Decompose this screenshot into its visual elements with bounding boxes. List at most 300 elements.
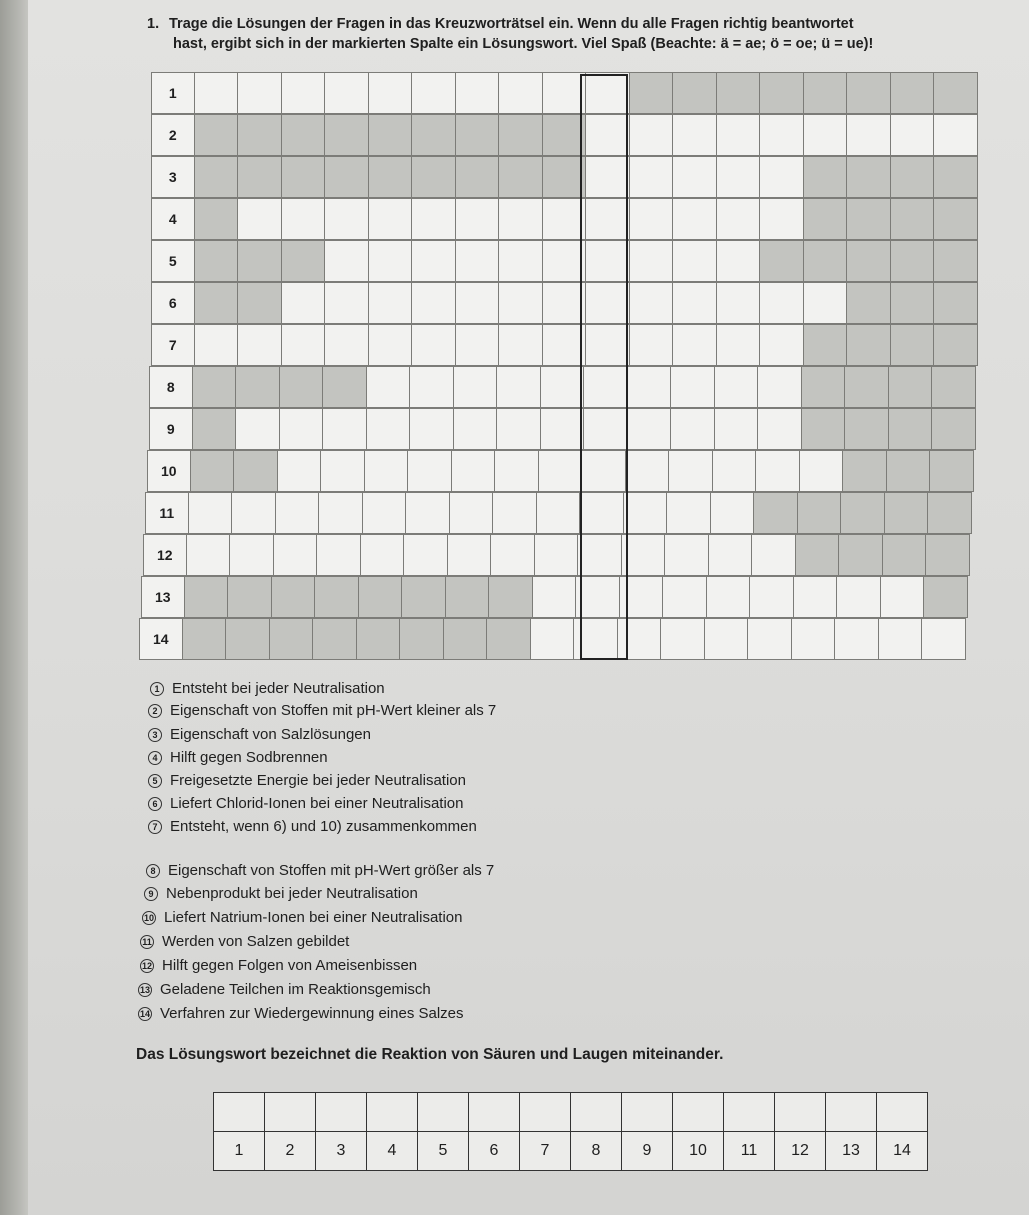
answer-cell[interactable] [455, 282, 500, 324]
answer-cell[interactable] [716, 156, 761, 198]
solution-letter-box[interactable] [520, 1093, 571, 1132]
row-number-label: 8 [149, 366, 193, 408]
answer-cell[interactable] [672, 240, 717, 282]
row-number-label: 7 [151, 324, 195, 366]
answer-cell[interactable] [716, 114, 761, 156]
answer-cell[interactable] [532, 576, 577, 618]
answer-cell[interactable] [411, 72, 456, 114]
blocked-cell [281, 240, 326, 282]
answer-cell[interactable] [237, 72, 282, 114]
answer-cell[interactable] [494, 450, 539, 492]
blocked-cell [846, 324, 891, 366]
answer-cell[interactable] [188, 492, 233, 534]
answer-cell[interactable] [324, 324, 369, 366]
answer-cell[interactable] [921, 618, 966, 660]
answer-cell[interactable] [275, 492, 320, 534]
answer-cell[interactable] [281, 324, 326, 366]
answer-cell[interactable] [716, 198, 761, 240]
answer-cell[interactable] [498, 282, 543, 324]
answer-cell[interactable] [585, 324, 630, 366]
answer-cell[interactable] [623, 492, 668, 534]
answer-cell[interactable] [708, 534, 753, 576]
blocked-cell [890, 72, 935, 114]
answer-cell[interactable] [273, 534, 318, 576]
answer-cell[interactable] [706, 576, 751, 618]
answer-cell[interactable] [585, 72, 630, 114]
answer-cell[interactable] [229, 534, 274, 576]
answer-cell[interactable] [324, 72, 369, 114]
clue-number-badge: 4 [148, 751, 162, 765]
clue-text: Liefert Chlorid-Ionen bei einer Neutralisation [170, 795, 464, 812]
blocked-cell [445, 576, 490, 618]
answer-cell[interactable] [540, 366, 585, 408]
blocked-cell [237, 282, 282, 324]
answer-cell[interactable] [368, 282, 413, 324]
answer-cell[interactable] [791, 618, 836, 660]
answer-cell[interactable] [281, 282, 326, 324]
answer-cell[interactable] [759, 282, 804, 324]
answer-cell[interactable] [834, 618, 879, 660]
answer-cell[interactable] [878, 618, 923, 660]
solution-letter-box[interactable] [469, 1093, 520, 1132]
answer-cell[interactable] [583, 408, 628, 450]
answer-cell[interactable] [629, 198, 674, 240]
blocked-cell [890, 240, 935, 282]
answer-cell[interactable] [629, 324, 674, 366]
answer-cell[interactable] [530, 618, 575, 660]
solution-position-number: 11 [724, 1132, 775, 1171]
answer-cell[interactable] [534, 534, 579, 576]
clue-number-badge: 10 [143, 912, 154, 923]
solution-word-table [213, 1092, 928, 1171]
answer-cell[interactable] [575, 576, 620, 618]
answer-cell[interactable] [710, 492, 755, 534]
blocked-cell [358, 576, 403, 618]
answer-cell[interactable] [322, 408, 367, 450]
answer-cell[interactable] [368, 72, 413, 114]
answer-cell[interactable] [660, 618, 705, 660]
clue-number-badge: 12 [141, 960, 152, 971]
answer-cell[interactable] [585, 114, 630, 156]
answer-cell[interactable] [536, 492, 581, 534]
row-number-label: 10 [147, 450, 191, 492]
answer-cell[interactable] [449, 492, 494, 534]
answer-cell[interactable] [704, 618, 749, 660]
answer-cell[interactable] [405, 492, 450, 534]
solution-position-number: 4 [367, 1132, 418, 1171]
solution-letter-box[interactable] [265, 1093, 316, 1132]
answer-cell[interactable] [629, 114, 674, 156]
answer-cell[interactable] [755, 450, 800, 492]
answer-cell[interactable] [573, 618, 618, 660]
row-number-label: 6 [151, 282, 195, 324]
answer-cell[interactable] [277, 450, 322, 492]
answer-cell[interactable] [933, 114, 978, 156]
solution-position-number: 3 [316, 1132, 367, 1171]
blocked-cell [886, 450, 931, 492]
answer-cell[interactable] [716, 240, 761, 282]
clue-number-badge: 6 [148, 797, 162, 811]
clue-item [140, 957, 417, 974]
answer-cell[interactable] [542, 198, 587, 240]
answer-cell[interactable] [716, 324, 761, 366]
solution-letter-box[interactable] [877, 1093, 928, 1132]
row-number-label: 5 [151, 240, 195, 282]
answer-cell[interactable] [542, 72, 587, 114]
blocked-cell [443, 618, 488, 660]
blocked-cell [542, 114, 587, 156]
blocked-cell [629, 72, 674, 114]
answer-cell[interactable] [279, 408, 324, 450]
answer-cell[interactable] [757, 408, 802, 450]
blocked-cell [933, 282, 978, 324]
answer-cell[interactable] [751, 534, 796, 576]
answer-cell[interactable] [496, 366, 541, 408]
answer-cell[interactable] [803, 114, 848, 156]
blocked-cell [312, 618, 357, 660]
clue-item [148, 795, 464, 812]
instruction-line-1: Trage die Lösungen der Fragen in das Kreuzworträtsel ein. Wenn du alle Fragen richtig beantwortet [169, 16, 854, 32]
blocked-cell [184, 576, 229, 618]
blocked-cell [192, 408, 237, 450]
answer-cell[interactable] [324, 282, 369, 324]
answer-cell[interactable] [324, 198, 369, 240]
blocked-cell [846, 156, 891, 198]
blocked-cell [840, 492, 885, 534]
blocked-cell [182, 618, 227, 660]
answer-cell[interactable] [231, 492, 276, 534]
row-number-label: 11 [145, 492, 189, 534]
answer-cell[interactable] [324, 240, 369, 282]
blocked-cell [842, 450, 887, 492]
answer-cell[interactable] [453, 366, 498, 408]
answer-cell[interactable] [498, 72, 543, 114]
answer-cell[interactable] [716, 282, 761, 324]
answer-cell[interactable] [803, 282, 848, 324]
answer-cell[interactable] [672, 282, 717, 324]
blocked-cell [488, 576, 533, 618]
answer-cell[interactable] [629, 156, 674, 198]
row-number-label: 1 [151, 72, 195, 114]
answer-cell[interactable] [194, 72, 239, 114]
blocked-cell [753, 492, 798, 534]
clue-item [140, 933, 349, 950]
clue-item [148, 818, 477, 835]
blocked-cell [933, 198, 978, 240]
answer-cell[interactable] [799, 450, 844, 492]
answer-cell[interactable] [368, 240, 413, 282]
blocked-cell [194, 240, 239, 282]
solution-letter-box[interactable] [724, 1093, 775, 1132]
blocked-cell [797, 492, 842, 534]
answer-cell[interactable] [237, 198, 282, 240]
answer-cell[interactable] [668, 450, 713, 492]
answer-cell[interactable] [617, 618, 662, 660]
answer-cell[interactable] [670, 408, 715, 450]
blocked-cell [933, 156, 978, 198]
clue-text: Freigesetzte Energie bei jeder Neutralisation [170, 772, 466, 789]
answer-cell[interactable] [759, 198, 804, 240]
answer-cell[interactable] [194, 324, 239, 366]
blocked-cell [672, 72, 717, 114]
clue-text: Liefert Natrium-Ionen bei einer Neutralisation [164, 909, 463, 926]
answer-cell[interactable] [411, 198, 456, 240]
blocked-cell [269, 618, 314, 660]
answer-cell[interactable] [664, 534, 709, 576]
answer-cell[interactable] [496, 408, 541, 450]
answer-cell[interactable] [621, 534, 666, 576]
answer-cell[interactable] [627, 366, 672, 408]
row-number-label: 13 [141, 576, 185, 618]
blocked-cell [356, 618, 401, 660]
solution-position-number: 14 [877, 1132, 928, 1171]
answer-cell[interactable] [498, 198, 543, 240]
blocked-cell [846, 72, 891, 114]
answer-cell[interactable] [629, 240, 674, 282]
blocked-cell [401, 576, 446, 618]
answer-cell[interactable] [666, 492, 711, 534]
solution-position-number: 13 [826, 1132, 877, 1171]
answer-cell[interactable] [627, 408, 672, 450]
answer-cell[interactable] [411, 324, 456, 366]
answer-cell[interactable] [455, 240, 500, 282]
answer-cell[interactable] [625, 450, 670, 492]
row-number-label: 12 [143, 534, 187, 576]
answer-cell[interactable] [409, 366, 454, 408]
answer-cell[interactable] [714, 408, 759, 450]
solution-position-number: 1 [214, 1132, 265, 1171]
blocked-cell [890, 198, 935, 240]
clue-number-badge: 7 [148, 820, 162, 834]
clue-item [142, 909, 462, 926]
clue-item [148, 749, 328, 766]
answer-cell[interactable] [712, 450, 757, 492]
solution-position-number: 8 [571, 1132, 622, 1171]
answer-cell[interactable] [281, 72, 326, 114]
answer-cell[interactable] [498, 240, 543, 282]
clue-item [144, 885, 418, 902]
answer-cell[interactable] [237, 324, 282, 366]
clue-text: Entsteht bei jeder Neutralisation [172, 680, 385, 697]
clue-text: Werden von Salzen gebildet [162, 933, 350, 950]
answer-cell[interactable] [714, 366, 759, 408]
blocked-cell [923, 576, 968, 618]
clue-number-badge: 1 [150, 682, 164, 696]
clue-text: Eigenschaft von Stoffen mit pH-Wert größer als 7 [168, 862, 495, 879]
solution-letter-box[interactable] [214, 1093, 265, 1132]
answer-cell[interactable] [759, 324, 804, 366]
answer-cell[interactable] [585, 156, 630, 198]
answer-cell[interactable] [362, 492, 407, 534]
solution-letter-box[interactable] [571, 1093, 622, 1132]
blocked-cell [890, 156, 935, 198]
solution-letter-box[interactable] [367, 1093, 418, 1132]
blocked-cell [927, 492, 972, 534]
blocked-cell [399, 618, 444, 660]
blocked-cell [314, 576, 359, 618]
row-number-label: 3 [151, 156, 195, 198]
answer-cell[interactable] [318, 492, 363, 534]
blocked-cell [933, 240, 978, 282]
solution-letter-box[interactable] [622, 1093, 673, 1132]
answer-cell[interactable] [186, 534, 231, 576]
answer-cell[interactable] [577, 534, 622, 576]
answer-cell[interactable] [757, 366, 802, 408]
answer-cell[interactable] [403, 534, 448, 576]
answer-cell[interactable] [320, 450, 365, 492]
answer-cell[interactable] [453, 408, 498, 450]
answer-cell[interactable] [672, 324, 717, 366]
answer-cell[interactable] [490, 534, 535, 576]
blocked-cell [324, 156, 369, 198]
blocked-cell [716, 72, 761, 114]
answer-cell[interactable] [538, 450, 583, 492]
solution-letter-box[interactable] [826, 1093, 877, 1132]
clue-item [150, 680, 385, 697]
solution-letter-box[interactable] [316, 1093, 367, 1132]
answer-cell[interactable] [542, 324, 587, 366]
solution-description: Das Lösungswort bezeichnet die Reaktion von Säuren und Laugen miteinander. [136, 1046, 724, 1063]
answer-cell[interactable] [455, 324, 500, 366]
clue-text: Hilft gegen Folgen von Ameisenbissen [162, 957, 418, 974]
clue-item [148, 772, 466, 789]
blocked-cell [846, 198, 891, 240]
answer-cell[interactable] [662, 576, 707, 618]
clue-text: Nebenprodukt bei jeder Neutralisation [166, 885, 418, 902]
solution-letter-box[interactable] [418, 1093, 469, 1132]
answer-cell[interactable] [672, 156, 717, 198]
blocked-cell [498, 114, 543, 156]
blocked-cell [237, 156, 282, 198]
solution-position-number: 2 [265, 1132, 316, 1171]
answer-cell[interactable] [366, 408, 411, 450]
answer-cell[interactable] [316, 534, 361, 576]
clue-item [148, 726, 371, 743]
blocked-cell [801, 366, 846, 408]
blocked-cell [235, 366, 280, 408]
answer-cell[interactable] [672, 198, 717, 240]
answer-cell[interactable] [368, 324, 413, 366]
blocked-cell [411, 114, 456, 156]
answer-cell[interactable] [581, 450, 626, 492]
answer-cell[interactable] [540, 408, 585, 450]
answer-cell[interactable] [836, 576, 881, 618]
blocked-cell [933, 324, 978, 366]
clue-text: Hilft gegen Sodbrennen [170, 749, 328, 766]
answer-cell[interactable] [880, 576, 925, 618]
blocked-cell [803, 240, 848, 282]
blocked-cell [929, 450, 974, 492]
blocked-cell [271, 576, 316, 618]
answer-cell[interactable] [409, 408, 454, 450]
clue-text: Geladene Teilchen im Reaktionsgemisch [160, 981, 431, 998]
row-number-label: 2 [151, 114, 195, 156]
blocked-cell [890, 324, 935, 366]
clue-number-badge: 13 [139, 984, 150, 995]
blocked-cell [455, 114, 500, 156]
blocked-cell [227, 576, 272, 618]
answer-cell[interactable] [749, 576, 794, 618]
blocked-cell [455, 156, 500, 198]
blocked-cell [322, 366, 367, 408]
clue-number-badge: 9 [144, 887, 158, 901]
answer-cell[interactable] [585, 282, 630, 324]
answer-cell[interactable] [583, 366, 628, 408]
answer-cell[interactable] [579, 492, 624, 534]
answer-cell[interactable] [492, 492, 537, 534]
blocked-cell [542, 156, 587, 198]
solution-position-number: 12 [775, 1132, 826, 1171]
answer-cell[interactable] [846, 114, 891, 156]
blocked-cell [194, 156, 239, 198]
solution-position-number: 6 [469, 1132, 520, 1171]
blocked-cell [759, 72, 804, 114]
answer-cell[interactable] [451, 450, 496, 492]
solution-letter-box[interactable] [673, 1093, 724, 1132]
answer-cell[interactable] [585, 240, 630, 282]
answer-cell[interactable] [542, 282, 587, 324]
blocked-cell [281, 156, 326, 198]
blocked-cell [411, 156, 456, 198]
row-number-label: 4 [151, 198, 195, 240]
blocked-cell [888, 408, 933, 450]
answer-cell[interactable] [447, 534, 492, 576]
answer-cell[interactable] [793, 576, 838, 618]
answer-cell[interactable] [407, 450, 452, 492]
task-number: 1. [147, 16, 160, 32]
answer-cell[interactable] [747, 618, 792, 660]
answer-cell[interactable] [670, 366, 715, 408]
clue-item [146, 862, 494, 879]
answer-cell[interactable] [455, 72, 500, 114]
clue-item [148, 702, 496, 719]
blocked-cell [324, 114, 369, 156]
solution-position-number: 9 [622, 1132, 673, 1171]
answer-cell[interactable] [364, 450, 409, 492]
answer-cell[interactable] [759, 114, 804, 156]
blocked-cell [884, 492, 929, 534]
answer-cell[interactable] [455, 198, 500, 240]
answer-cell[interactable] [411, 282, 456, 324]
answer-cell[interactable] [360, 534, 405, 576]
blocked-cell [281, 114, 326, 156]
answer-cell[interactable] [629, 282, 674, 324]
answer-cell[interactable] [585, 198, 630, 240]
clue-text: Verfahren zur Wiedergewinnung eines Salzes [160, 1005, 464, 1022]
blocked-cell [233, 450, 278, 492]
answer-cell[interactable] [619, 576, 664, 618]
answer-cell[interactable] [281, 198, 326, 240]
blocked-cell [194, 198, 239, 240]
answer-cell[interactable] [672, 114, 717, 156]
blocked-cell [803, 72, 848, 114]
instruction-line-2: hast, ergibt sich in der markierten Spalte ein Lösungswort. Viel Spaß (Beachte: ä = ae; ö = oe; ü = ue)! [173, 36, 874, 52]
answer-cell[interactable] [368, 198, 413, 240]
answer-cell[interactable] [235, 408, 280, 450]
answer-cell[interactable] [366, 366, 411, 408]
blocked-cell [759, 240, 804, 282]
task-instruction [147, 14, 1007, 54]
blocked-cell [931, 408, 976, 450]
blocked-cell [237, 240, 282, 282]
solution-letter-box[interactable] [775, 1093, 826, 1132]
answer-cell[interactable] [890, 114, 935, 156]
answer-cell[interactable] [759, 156, 804, 198]
answer-cell[interactable] [542, 240, 587, 282]
answer-cell[interactable] [498, 324, 543, 366]
blocked-cell [194, 114, 239, 156]
answer-cell[interactable] [411, 240, 456, 282]
